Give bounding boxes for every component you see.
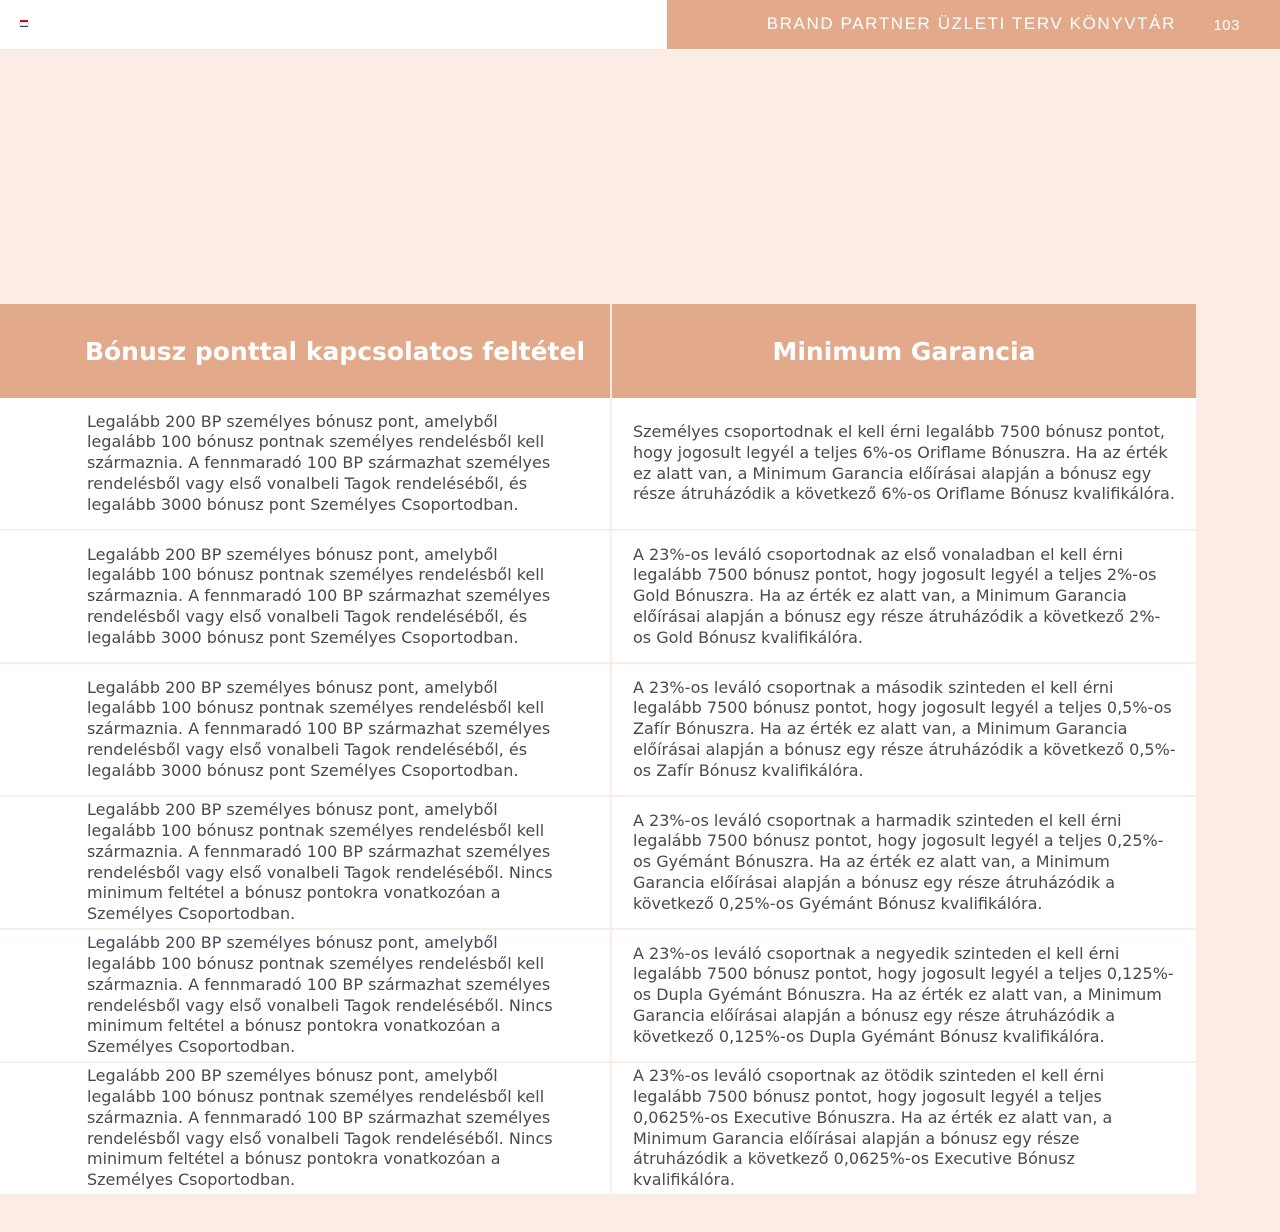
table-cell-guarantee <box>612 1063 1196 1196</box>
table-cell-guarantee <box>612 930 1196 1063</box>
table-cell-condition <box>0 664 612 797</box>
column-header-condition: Bónusz ponttal kapcsolatos feltétel <box>0 304 612 398</box>
condition-text: Legalább 200 BP személyes bónusz pont, amelyből legalább 100 bónusz pontnak személyes rendelésből kell származnia. A fennmaradó 100 BP származhat személyes rendelésből vagy első vonalbeli Tagok rendeléséből. Nincs minimum feltétel a bónusz pontokra vonatkozóan a Személyes Csoportodban. <box>87 933 553 1057</box>
condition-text: Legalább 200 BP személyes bónusz pont, amelyből legalább 100 bónusz pontnak személyes rendelésből kell származnia. A fennmaradó 100 BP származhat személyes rendelésből vagy első vonalbeli Tagok rendeléséből, és legalább 3000 bónusz pont Személyes Csoportodban. <box>87 677 551 780</box>
guarantee-text: A 23%-os leváló csoportodnak az első vonaladban el kell érni legalább 7500 bónusz pontot, hogy jogosult legyél a teljes 2%-os Gold Bónuszra. Ha az érték ez alatt van, a Minimum Garancia előírásai alapján a bónusz egy része átruházódik a következő 2%-os Gold Bónusz kvalifikálóra. <box>633 544 1161 647</box>
guarantee-text: Személyes csoportodnak el kell érni legalább 7500 bónusz pontot, hogy jogosult legyél a teljes 6%-os Oriflame Bónuszra. Ha az érték ez alatt van, a Minimum Garancia előírásai alapján a bónusz egy része átruházódik a következő 6%-os Oriflame Bónusz kvalifikálóra. <box>633 421 1175 504</box>
table-cell-guarantee <box>612 531 1196 664</box>
page-number: 103 <box>1213 17 1240 34</box>
table-cell-guarantee <box>612 664 1196 797</box>
table-cell-condition <box>0 930 612 1063</box>
table-cell-condition <box>0 531 612 664</box>
table-cell-condition <box>0 797 612 930</box>
header-banner <box>667 0 1280 49</box>
condition-text: Legalább 200 BP személyes bónusz pont, amelyből legalább 100 bónusz pontnak személyes rendelésből kell származnia. A fennmaradó 100 BP származhat személyes rendelésből vagy első vonalbeli Tagok rendeléséből, és legalább 3000 bónusz pont Személyes Csoportodban. <box>87 411 551 514</box>
flag-icon[interactable] <box>20 20 28 27</box>
condition-text: Legalább 200 BP személyes bónusz pont, amelyből legalább 100 bónusz pontnak személyes rendelésből kell származnia. A fennmaradó 100 BP származhat személyes rendelésből vagy első vonalbeli Tagok rendeléséből, és legalább 3000 bónusz pont Személyes Csoportodban. <box>87 544 551 647</box>
guarantee-text: A 23%-os leváló csoportnak a harmadik szinteden el kell érni legalább 7500 bónusz pontot, hogy jogosult legyél a teljes 0,25%-os Gyémánt Bónuszra. Ha az érték ez alatt van, a Minimum Garancia előírásai alapján a bónusz egy része átruházódik a következő 0,25%-os Gyémánt Bónusz kvalifikálóra. <box>633 810 1164 913</box>
table-cell-condition <box>0 1063 612 1196</box>
guarantee-text: A 23%-os leváló csoportnak a második szinteden el kell érni legalább 7500 bónusz pontot, hogy jogosult legyél a teljes 0,5%-os Zafír Bónuszra. Ha az érték ez alatt van, a Minimum Garancia előírásai alapján a bónusz egy része átruházódik a következő 0,5%-os Zafír Bónusz kvalifikálóra. <box>633 677 1176 780</box>
flag-stripe-blue <box>20 25 28 27</box>
guarantee-text: A 23%-os leváló csoportnak az ötödik szinteden el kell érni legalább 7500 bónusz pontot, hogy jogosult legyél a teljes 0,0625%-os Executive Bónuszra. Ha az érték ez alatt van, a Minimum Garancia előírásai alapján a bónusz egy része átruházódik a következő 0,0625%-os Executive Bónusz kvalifikálóra. <box>633 1066 1113 1190</box>
table-cell-guarantee <box>612 398 1196 531</box>
document-title: BRAND PARTNER ÜZLETI TERV KÖNYVTÁR <box>766 14 1176 33</box>
bonus-table <box>0 304 1196 1196</box>
condition-text: Legalább 200 BP személyes bónusz pont, amelyből legalább 100 bónusz pontnak személyes rendelésből kell származnia. A fennmaradó 100 BP származhat személyes rendelésből vagy első vonalbeli Tagok rendeléséből. Nincs minimum feltétel a bónusz pontokra vonatkozóan a Személyes Csoportodban. <box>87 1066 553 1190</box>
table-cell-condition <box>0 398 612 531</box>
table-cell-guarantee <box>612 797 1196 930</box>
condition-text: Legalább 200 BP személyes bónusz pont, amelyből legalább 100 bónusz pontnak személyes rendelésből kell származnia. A fennmaradó 100 BP származhat személyes rendelésből vagy első vonalbeli Tagok rendeléséből. Nincs minimum feltétel a bónusz pontokra vonatkozóan a Személyes Csoportodban. <box>87 800 553 924</box>
guarantee-text: A 23%-os leváló csoportnak a negyedik szinteden el kell érni legalább 7500 bónusz pontot, hogy jogosult legyél a teljes 0,125%-os Dupla Gyémánt Bónuszra. Ha az érték ez alatt van, a Minimum Garancia előírásai alapján a bónusz egy része átruházódik a következő 0,125%-os Dupla Gyémánt Bónusz kvalifikálóra. <box>633 943 1174 1046</box>
column-header-guarantee: Minimum Garancia <box>612 304 1196 398</box>
